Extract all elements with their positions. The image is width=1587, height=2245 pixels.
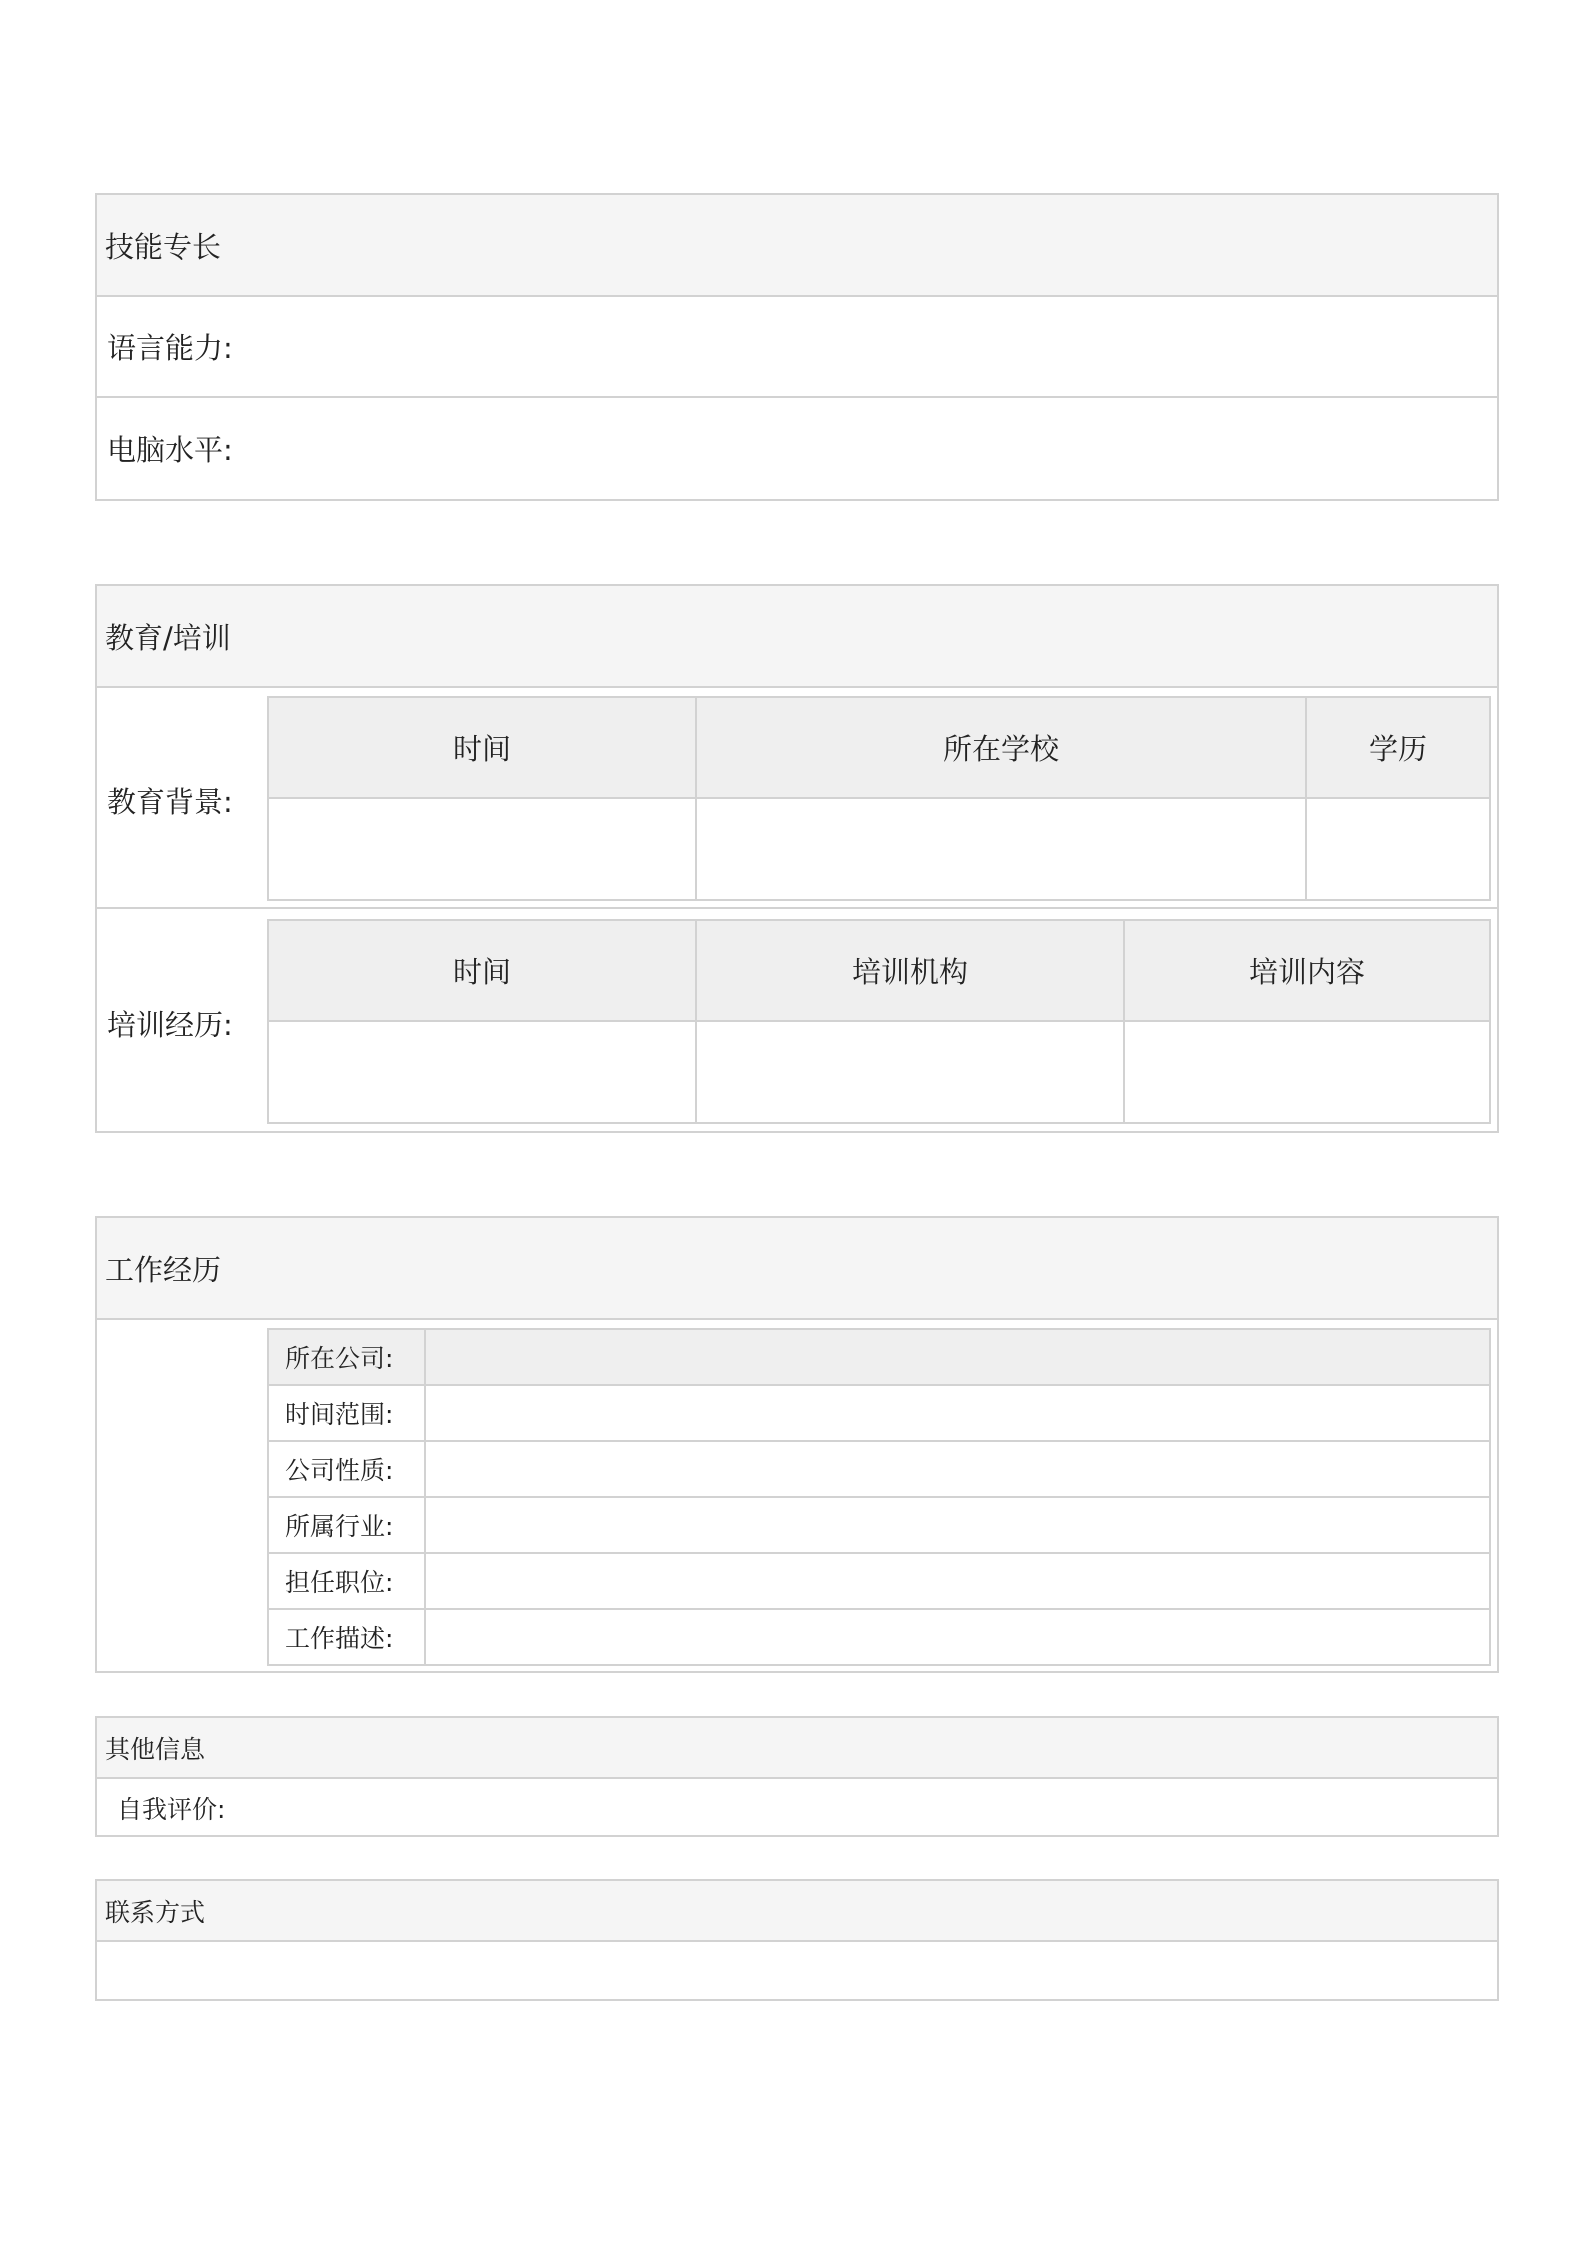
- edu-cell-school[interactable]: [696, 798, 1306, 900]
- other-info-section: [95, 1716, 1499, 1837]
- skills-section: [95, 193, 1499, 501]
- work-field-company-type-value[interactable]: [425, 1441, 1490, 1497]
- computer-level-label: 电脑水平:: [107, 433, 233, 467]
- work-field-position-label: 担任职位:: [268, 1553, 425, 1609]
- edu-header-time: 时间: [268, 697, 696, 798]
- work-section-title: 工作经历: [97, 1218, 1497, 1320]
- skills-section-title: 技能专长: [97, 195, 1497, 297]
- education-background-table: [267, 696, 1491, 901]
- work-section: [95, 1216, 1499, 1673]
- training-table: [267, 919, 1491, 1124]
- self-evaluation-row: [97, 1779, 1497, 1837]
- contact-section: [95, 1879, 1499, 2001]
- edu-header-degree: 学历: [1306, 697, 1490, 798]
- work-field-industry-value[interactable]: [425, 1497, 1490, 1553]
- education-background-label: 教育背景:: [107, 785, 233, 819]
- work-field-description-label: 工作描述:: [268, 1609, 425, 1665]
- language-ability-label: 语言能力:: [107, 331, 233, 365]
- training-cell-time[interactable]: [268, 1021, 696, 1123]
- education-section: [95, 584, 1499, 1133]
- work-field-period-value[interactable]: [425, 1385, 1490, 1441]
- education-section-title: 教育/培训: [97, 586, 1497, 688]
- training-header-institution: 培训机构: [696, 920, 1124, 1021]
- self-evaluation-label: 自我评价:: [117, 1795, 226, 1824]
- work-field-description-value[interactable]: [425, 1609, 1490, 1665]
- work-detail-table: [267, 1328, 1491, 1666]
- training-header-time: 时间: [268, 920, 696, 1021]
- training-label: 培训经历:: [107, 1008, 233, 1042]
- work-field-industry-label: 所属行业:: [268, 1497, 425, 1553]
- edu-header-school: 所在学校: [696, 697, 1306, 798]
- work-field-company-type-label: 公司性质:: [268, 1441, 425, 1497]
- edu-cell-degree[interactable]: [1306, 798, 1490, 900]
- training-header-content: 培训内容: [1124, 920, 1490, 1021]
- other-info-title: 其他信息: [97, 1718, 1497, 1779]
- training-cell-institution[interactable]: [696, 1021, 1124, 1123]
- training-block: [97, 909, 1497, 1131]
- work-field-company-value[interactable]: [425, 1329, 1490, 1385]
- work-field-position-value[interactable]: [425, 1553, 1490, 1609]
- language-ability-row: [97, 297, 1497, 398]
- work-field-company-label: 所在公司:: [268, 1329, 425, 1385]
- contact-content-row[interactable]: [97, 1942, 1497, 2001]
- training-cell-content[interactable]: [1124, 1021, 1490, 1123]
- computer-level-row: [97, 398, 1497, 499]
- edu-cell-time[interactable]: [268, 798, 696, 900]
- contact-title: 联系方式: [97, 1881, 1497, 1942]
- education-background-block: [97, 686, 1497, 909]
- work-field-period-label: 时间范围:: [268, 1385, 425, 1441]
